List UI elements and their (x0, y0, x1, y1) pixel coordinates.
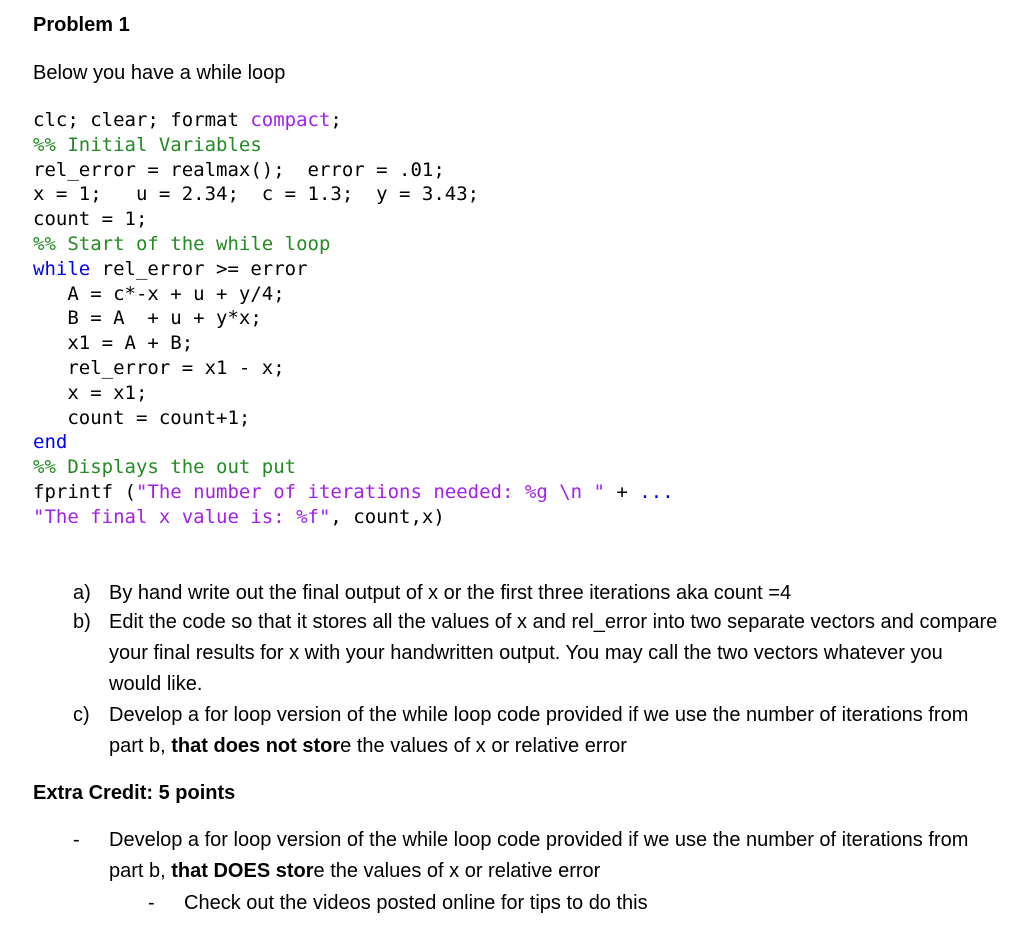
question-c-text-bold: that does not stor (171, 735, 341, 757)
question-b-label: b) (73, 611, 91, 633)
code-continuation: ... (639, 480, 674, 503)
code-keyword: while (33, 257, 91, 280)
code-text: ; (330, 109, 342, 131)
code-line-12: x = x1; (33, 381, 148, 404)
code-line-5: count = 1; (33, 208, 148, 231)
question-a-text: By hand write out the final output of x or the first three iterations aka count =4 (109, 582, 792, 604)
code-line-17 (33, 505, 674, 530)
intro-text: Below you have a while loop (33, 62, 286, 84)
code-text: fprintf ( (33, 480, 136, 503)
code-text: + (604, 480, 640, 503)
code-string: "The number of iterations needed: %g \n " (135, 480, 605, 503)
extra-credit-text (109, 825, 999, 887)
code-block (33, 108, 674, 530)
question-b-text: Edit the code so that it stores all the values of x and rel_error into two separate vectors and compare your final results for x with your handwritten output. You may call the two vectors whatever you would like. (109, 611, 998, 695)
code-line-3: rel_error = realmax(); error = .01; (33, 158, 445, 181)
code-line-16 (33, 480, 674, 505)
extra-credit-heading: Extra Credit: 5 points (33, 782, 236, 804)
code-line-10: x1 = A + B; (33, 332, 194, 355)
code-line-8: A = c*-x + u + y/4; (33, 282, 285, 305)
code-text: rel_error >= error (90, 257, 308, 280)
question-a-label: a) (73, 582, 91, 604)
extra-credit-sub-bullet: - (148, 892, 155, 914)
question-c-text-part: e the values of x or relative error (340, 735, 627, 757)
code-string: "The final x value is: %f" (33, 505, 331, 528)
code-text: clc; clear; format (33, 109, 251, 131)
extra-credit-sub-text: Check out the videos posted online for tips to do this (184, 892, 648, 914)
code-line-15: %% Displays the out put (33, 456, 297, 479)
extra-credit-text-part: Develop a for loop version of the while loop code provided if we use the number of iterations from part b, (109, 829, 969, 882)
code-string: compact (250, 109, 331, 131)
code-text: , count,x) (330, 505, 445, 528)
code-line-7 (33, 257, 674, 282)
extra-credit-bullet: - (73, 829, 80, 851)
code-line-9: B = A + u + y*x; (33, 307, 262, 330)
code-line-4: x = 1; u = 2.34; c = 1.3; y = 3.43; (33, 183, 480, 206)
question-c-label: c) (73, 704, 90, 726)
code-line-11: rel_error = x1 - x; (33, 356, 285, 379)
extra-credit-text-part: e the values of x or relative error (313, 860, 601, 882)
code-line-13: count = count+1; (33, 406, 251, 429)
code-line-6: %% Start of the while loop (33, 232, 331, 255)
code-line-2: %% Initial Variables (33, 133, 262, 156)
problem-title: Problem 1 (33, 14, 130, 36)
question-c-text-part: Develop a for loop version of the while loop code provided if we use the number of iterations from part b, (109, 704, 969, 757)
extra-credit-text-bold: that DOES stor (171, 860, 314, 882)
code-line-1 (33, 108, 674, 133)
code-line-14: end (33, 431, 68, 454)
question-c-text (109, 700, 999, 762)
